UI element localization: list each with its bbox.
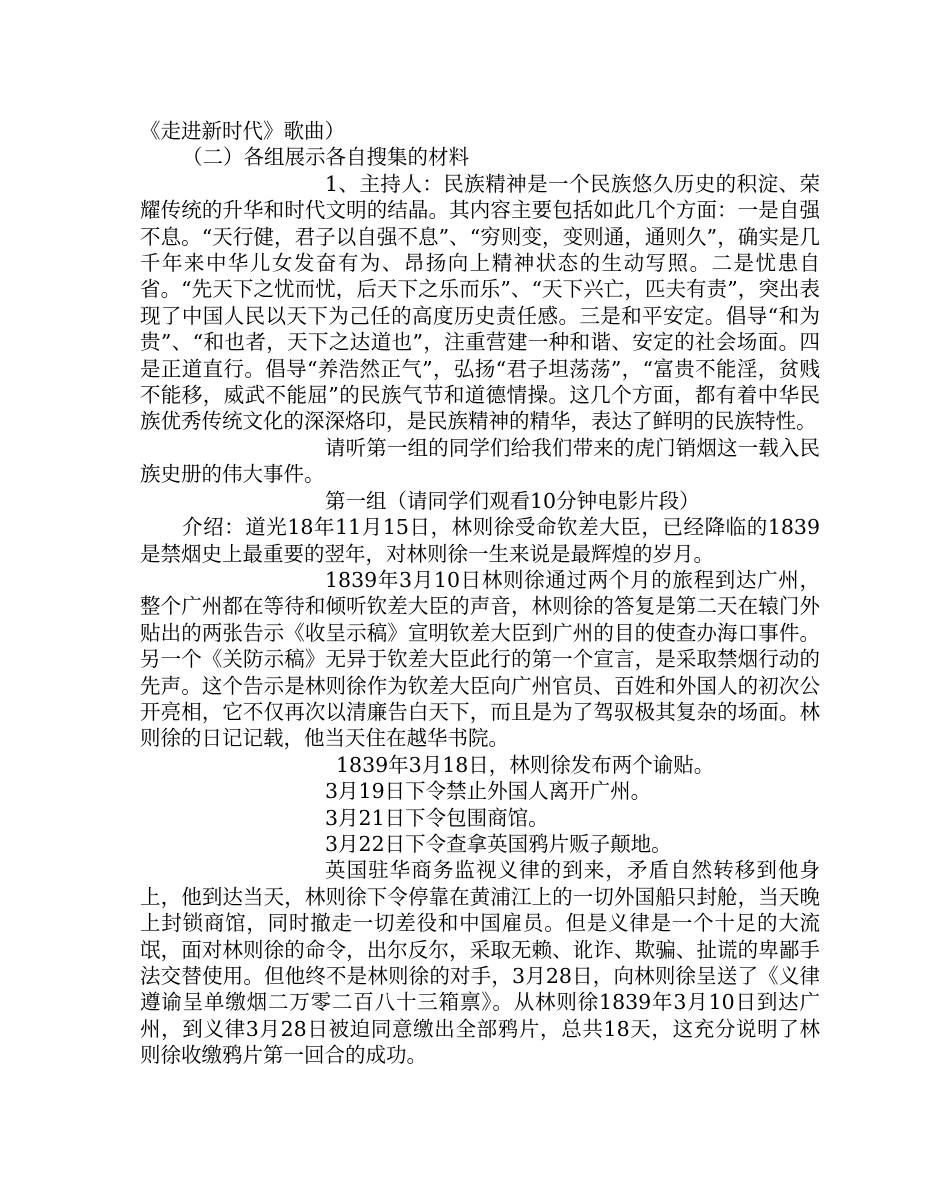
song-line: 《走进新时代》歌曲） bbox=[140, 119, 345, 143]
invite-group-one-paragraph: 请听第一组的同学们给我们带来的虎门销烟这一载入民族史册的伟大事件。 bbox=[140, 435, 820, 487]
elliot-paragraph: 英国驻华商务监视义律的到来，矛盾自然转移到他身上，他到达当天，林则徐下令停靠在黄浦江上的一切外国船只封舱，当天晚上封锁商馆，同时撤走一切差役和中国雇员。但是义律是一个十足的大流氓，面对林则徐的命令，出尔反尔，采取无赖、讹诈、欺骗、扯谎的卑鄙手法交替使用。但他终不是林则徐的对手，3月28日，向林则徐呈送了《义律遵谕呈单缴烟二万零二百八十三箱禀》。从林则徐1839年3月10日到达广州，到义律3月28日被迫同意缴出全部鸦片，总共18天，这充分说明了林则徐收缴鸦片第一回合的成功。 bbox=[140, 858, 820, 1068]
document-page bbox=[140, 118, 820, 1069]
host-intro-paragraph: 1、主持人：民族精神是一个民族悠久历史的积淀、荣耀传统的升华和时代文明的结晶。其内容主要包括如此几个方面：一是自强不息。“天行健，君子以自强不息”、“穷则变，变则通，通则久”，确实是几千年来中华儿女发奋有为、昂扬向上精神状态的生动写照。二是忧患自省。“先天下之忧而忧，后天下之乐而乐”、“天下兴亡，匹夫有责”，突出表现了中国人民以天下为己任的高度历史责任感。三是和平安定。倡导“和为贵”、“和也者，天下之达道也”，注重营建一种和谐、安定的社会场面。四是正道直行。倡导“养浩然正气”，弘扬“君子坦荡荡”，“富贵不能淫，贫贱不能移，威武不能屈”的民族气节和道德情操。这几个方面，都有着中华民族优秀传统文化的深深烙印，是民族精神的精华，表达了鲜明的民族特性。 bbox=[140, 171, 820, 434]
group-one-title: 第一组（请同学们观看10分钟电影片段） bbox=[325, 488, 700, 513]
date-march19-line: 3月19日下令禁止外国人离开广州。 bbox=[325, 779, 652, 804]
date-march21-line: 3月21日下令包围商馆。 bbox=[325, 805, 549, 830]
date-march22-line: 3月22日下令查拿英国鸦片贩子颠地。 bbox=[325, 831, 672, 856]
section-heading-two: （二）各组展示各自搜集的材料 bbox=[182, 145, 469, 170]
date-march18-line: 1839年3月18日，林则徐发布两个谕贴。 bbox=[336, 752, 715, 777]
intro-paragraph: 介绍：道光18年11月15日，林则徐受命钦差大臣，已经降临的1839是禁烟史上最重要的翌年，对林则徐一生来说是最辉煌的岁月。 bbox=[140, 515, 820, 566]
march10-paragraph: 1839年3月10日林则徐通过两个月的旅程到达广州，整个广州都在等待和倾听钦差大臣的声音，林则徐的答复是第二天在辕门外贴出的两张告示《收呈示稿》宣明钦差大臣到广州的目的使查办海口事件。另一个《关防示稿》无异于钦差大臣此行的第一个宣言，是采取禁烟行动的先声。这个告示是林则徐作为钦差大臣向广州官员、百姓和外国人的初次公开亮相，它不仅再次以清廉告白天下，而且是为了驾驭极其复杂的场面。林则徐的日记记载，他当天住在越华书院。 bbox=[140, 567, 820, 751]
